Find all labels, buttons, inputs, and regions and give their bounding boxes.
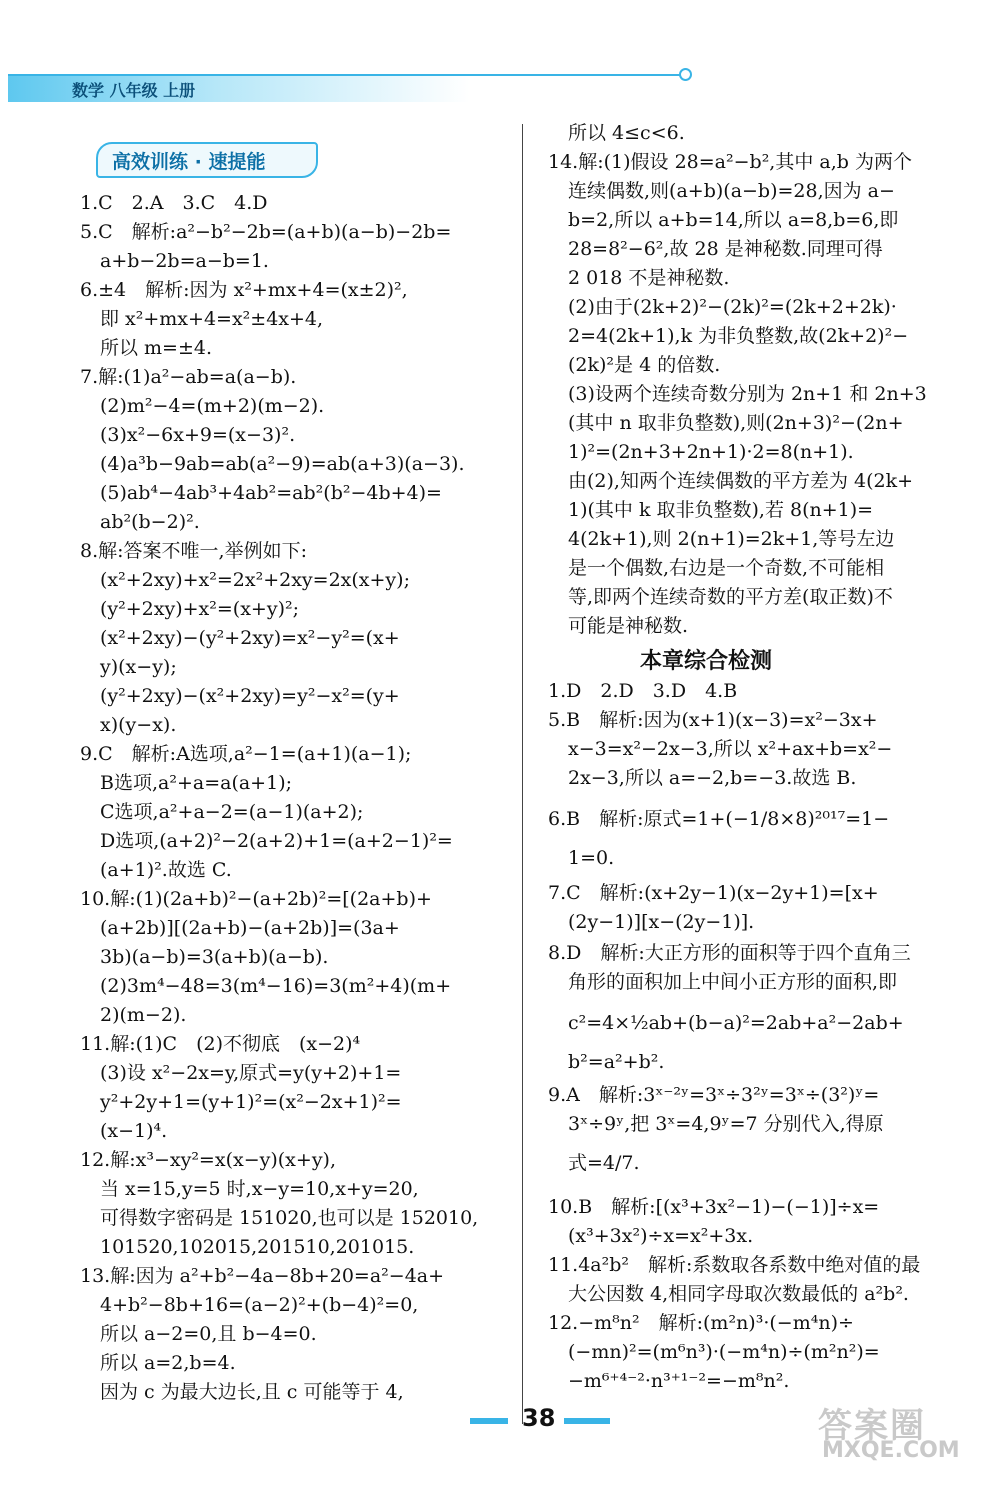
answer-line: 11.4a²b² 解析:系数取各系数中绝对值的最 [548, 1254, 921, 1276]
answer-line: 所以 a−2=0,且 b−4=0. [100, 1323, 317, 1345]
answer-line: 当 x=15,y=5 时,x−y=10,x+y=20, [100, 1178, 419, 1200]
answer-line: 2)(m−2). [100, 1004, 187, 1026]
answer-line: 14.解:(1)假设 28=a²−b²,其中 a,b 为两个 [548, 151, 912, 173]
answer-line: 连续偶数,则(a+b)(a−b)=28,因为 a− [568, 180, 895, 202]
answer-line: 可能是神秘数. [568, 615, 689, 637]
answer-line: 3ˣ÷9ʸ,把 3ˣ=4,9ʸ=7 分别代入,得原 [568, 1113, 884, 1135]
answer-line: B选项,a²+a=a(a+1); [100, 772, 293, 794]
page-number: 38 [522, 1404, 556, 1432]
page-header [0, 64, 1000, 104]
answer-line: (3)设两个连续奇数分别为 2n+1 和 2n+3 [568, 383, 927, 405]
answer-line: (4)a³b−9ab=ab(a²−9)=ab(a+3)(a−3). [100, 453, 465, 475]
answer-line: (3)x²−6x+9=(x−3)². [100, 424, 296, 446]
answer-line: x)(y−x). [100, 714, 177, 736]
answer-line: (y²+2xy)+x²=(x+y)²; [100, 598, 300, 620]
column-divider [522, 124, 523, 1424]
answer-line: 4+b²−8b+16=(a−2)²+(b−4)²=0, [100, 1294, 419, 1316]
answer-line: c²=4×½ab+(b−a)²=2ab+a²−2ab+ [568, 1012, 904, 1034]
answer-line: (−mn)²=(m⁶n³)·(−m⁴n)÷(m²n²)= [568, 1341, 880, 1363]
answer-line: (2)由于(2k+2)²−(2k)²=(2k+2+2k)· [568, 296, 897, 318]
answer-line: a+b−2b=a−b=1. [100, 250, 269, 272]
answer-line: y)(x−y); [100, 656, 177, 678]
answer-line: 101520,102015,201510,201015. [100, 1236, 415, 1258]
answer-line: 所以 m=±4. [100, 337, 213, 359]
answer-line: 1=0. [568, 847, 615, 869]
answer-line: 10.解:(1)(2a+b)²−(a+2b)²=[(2a+b)+ [80, 888, 432, 910]
page-footer [470, 1402, 630, 1438]
answer-line: 6.±4 解析:因为 x²+mx+4=(x±2)², [80, 279, 408, 301]
answer-line: 1)(其中 k 取非负整数),若 8(n+1)= [568, 499, 874, 521]
answer-line: (2)m²−4=(m+2)(m−2). [100, 395, 325, 417]
answer-line: 是一个偶数,右边是一个奇数,不可能相 [568, 557, 885, 579]
answer-line: (5)ab⁴−4ab³+4ab²=ab²(b²−4b+4)= [100, 482, 442, 504]
answer-line: (y²+2xy)−(x²+2xy)=y²−x²=(y+ [100, 685, 400, 707]
answer-line: (2k)²是 4 的倍数. [568, 354, 721, 376]
answer-line: 等,即两个连续奇数的平方差(取正数)不 [568, 586, 893, 608]
answer-line: 12.−m⁸n² 解析:(m²n)³·(−m⁴n)÷ [548, 1312, 854, 1334]
answer-line: 9.C 解析:A选项,a²−1=(a+1)(a−1); [80, 743, 412, 765]
answer-line: 12.解:x³−xy²=x(x−y)(x+y), [80, 1149, 336, 1171]
answer-line: y²+2y+1=(y+1)²=(x²−2x+1)²= [100, 1091, 402, 1113]
answer-line: (a+1)².故选 C. [100, 859, 232, 881]
answer-line: 式=4/7. [568, 1152, 640, 1174]
answer-line: 可得数字密码是 151020,也可以是 152010, [100, 1207, 479, 1229]
section-heading-training-label: 高效训练 · 速提能 [112, 151, 266, 173]
answer-line: b²=a²+b². [568, 1051, 665, 1073]
answer-line: 4(2k+1),则 2(n+1)=2k+1,等号左边 [568, 528, 895, 550]
answer-line: b=2,所以 a+b=14,所以 a=8,b=6,即 [568, 209, 899, 231]
answer-line: (x²+2xy)+x²=2x²+2xy=2x(x+y); [100, 569, 410, 591]
answer-line: 9.A 解析:3ˣ⁻²ʸ=3ˣ÷3²ʸ=3ˣ÷(3²)ʸ= [548, 1084, 880, 1106]
answer-line: 10.B 解析:[(x³+3x²−1)−(−1)]÷x= [548, 1196, 880, 1218]
answer-line: 3b)(a−b)=3(a+b)(a−b). [100, 946, 329, 968]
answer-line: 所以 a=2,b=4. [100, 1352, 236, 1374]
answer-line: (x³+3x²)÷x=x²+3x. [568, 1225, 754, 1247]
answer-line: 6.B 解析:原式=1+(−1/8×8)²⁰¹⁷=1− [548, 808, 890, 830]
answer-line: 7.解:(1)a²−ab=a(a−b). [80, 366, 297, 388]
answer-line: 2x−3,所以 a=−2,b=−3.故选 B. [568, 767, 857, 789]
answer-line: 即 x²+mx+4=x²±4x+4, [100, 308, 324, 330]
answer-line: C选项,a²+a−2=(a−1)(a+2); [100, 801, 364, 823]
answer-line: 8.D 解析:大正方形的面积等于四个直角三 [548, 942, 911, 964]
answer-line: D选项,(a+2)²−2(a+2)+1=(a+2−1)²= [100, 830, 453, 852]
answer-line: 5.C 解析:a²−b²−2b=(a+b)(a−b)−2b= [80, 221, 452, 243]
header-dot [679, 68, 692, 81]
footer-decoration-left [470, 1418, 508, 1424]
answer-line: (3)设 x²−2x=y,原式=y(y+2)+1= [100, 1062, 402, 1084]
answer-line: 1.C 2.A 3.C 4.D [80, 192, 268, 214]
answer-line: x−3=x²−2x−3,所以 x²+ax+b=x²− [568, 738, 893, 760]
answer-line: (x²+2xy)−(y²+2xy)=x²−y²=(x+ [100, 627, 400, 649]
answer-line: 所以 4≤c<6. [568, 122, 685, 144]
section-heading-training [96, 142, 318, 178]
answer-line: 11.解:(1)C (2)不彻底 (x−2)⁴ [80, 1033, 361, 1055]
watermark-logo [818, 1398, 988, 1468]
answer-line: 28=8²−6²,故 28 是神秘数.同理可得 [568, 238, 883, 260]
section-heading-chapter-test: 本章综合检测 [640, 649, 773, 674]
answer-line: 由(2),知两个连续偶数的平方差为 4(2k+ [568, 470, 914, 492]
answer-line: 大公因数 4,相同字母取次数最低的 a²b². [568, 1283, 909, 1305]
answer-line: 角形的面积加上中间小正方形的面积,即 [568, 971, 898, 993]
answer-line: (a+2b)][(2a+b)−(a+2b)]=(3a+ [100, 917, 400, 939]
answer-line: (x−1)⁴. [100, 1120, 168, 1142]
answer-line: (其中 n 取非负整数),则(2n+3)²−(2n+ [568, 412, 904, 434]
answer-line: (2y−1)][x−(2y−1)]. [568, 911, 755, 933]
answer-line: 5.B 解析:因为(x+1)(x−3)=x²−3x+ [548, 709, 878, 731]
answer-line: 8.解:答案不唯一,举例如下: [80, 540, 307, 562]
answer-line: −m⁶⁺⁴⁻²·n³⁺¹⁻²=−m⁸n². [568, 1370, 790, 1392]
watermark-text: 答案圈 [818, 1406, 926, 1446]
answer-line: 2 018 不是神秘数. [568, 267, 730, 289]
answer-line: 1)²=(2n+3+2n+1)·2=8(n+1). [568, 441, 854, 463]
answer-line: 1.D 2.D 3.D 4.B [548, 680, 738, 702]
answer-line: 因为 c 为最大边长,且 c 可能等于 4, [100, 1381, 404, 1403]
answer-line: 13.解:因为 a²+b²−4a−8b+20=a²−4a+ [80, 1265, 445, 1287]
watermark-url: MXQE.COM [822, 1438, 960, 1463]
answer-line: (2)3m⁴−48=3(m⁴−16)=3(m²+4)(m+ [100, 975, 452, 997]
answer-line: 7.C 解析:(x+2y−1)(x−2y+1)=[x+ [548, 882, 879, 904]
header-title: 数学 八年级 上册 [72, 81, 196, 100]
answer-line: 2=4(2k+1),k 为非负整数,故(2k+2)²− [568, 325, 909, 347]
footer-decoration-right [564, 1418, 610, 1424]
answer-line: ab²(b−2)². [100, 511, 200, 533]
